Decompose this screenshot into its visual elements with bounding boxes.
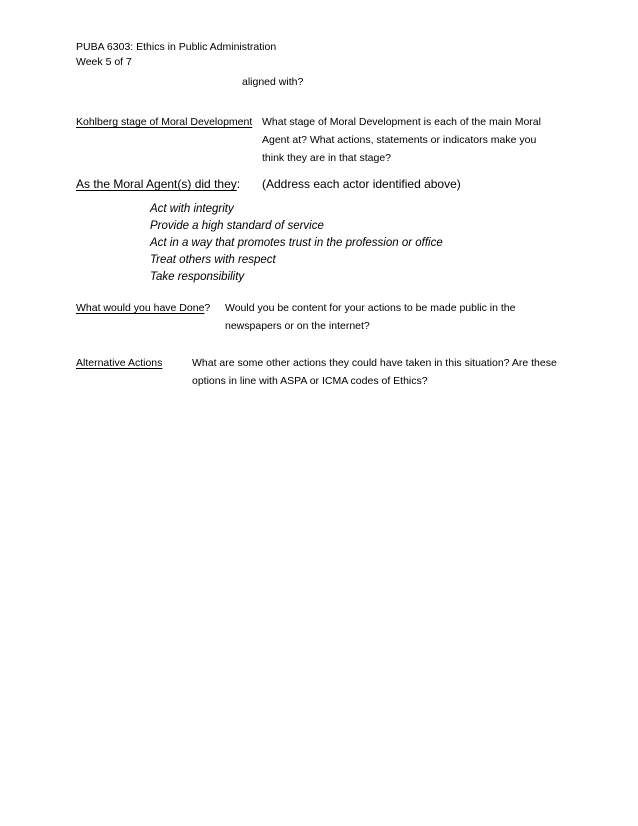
moral-agent-item-4: Treat others with respect	[150, 254, 276, 266]
moral-agent-heading	[76, 175, 240, 193]
alternative-question-line-2: options in line with ASPA or ICMA codes of Ethics?	[192, 375, 428, 387]
kohlberg-label: Kohlberg stage of Moral Development	[76, 116, 253, 128]
done-qmark: ?	[204, 302, 211, 314]
course-title: PUBA 6303: Ethics in Public Administration	[76, 41, 277, 53]
moral-agent-label: As the Moral Agent(s) did they	[76, 177, 237, 191]
done-question-line-2: newspapers or on the internet?	[225, 320, 370, 332]
done-question-line-1: Would you be content for your actions to be made public in the	[225, 302, 516, 314]
aligned-with-text: aligned with?	[242, 76, 304, 88]
alternative-question-line-1: What are some other actions they could have taken in this situation? Are these	[192, 357, 557, 369]
moral-agent-item-2: Provide a high standard of service	[150, 220, 324, 232]
moral-agent-item-5: Take responsibility	[150, 271, 245, 283]
kohlberg-question-line-2: Agent at? What actions, statements or indicators make you	[262, 134, 537, 146]
week-indicator: Week 5 of 7	[76, 56, 132, 68]
alternative-label: Alternative Actions	[76, 357, 163, 369]
done-heading	[76, 299, 210, 317]
moral-agent-item-3: Act in a way that promotes trust in the profession or office	[150, 237, 443, 249]
moral-agent-colon: :	[236, 177, 241, 191]
moral-agent-item-1: Act with integrity	[150, 203, 234, 215]
done-label: What would you have Done	[76, 302, 205, 314]
moral-agent-instruction: (Address each actor identified above)	[262, 177, 461, 191]
kohlberg-question-line-3: think they are in that stage?	[262, 152, 391, 164]
kohlberg-question-line-1: What stage of Moral Development is each of the main Moral	[262, 116, 541, 128]
